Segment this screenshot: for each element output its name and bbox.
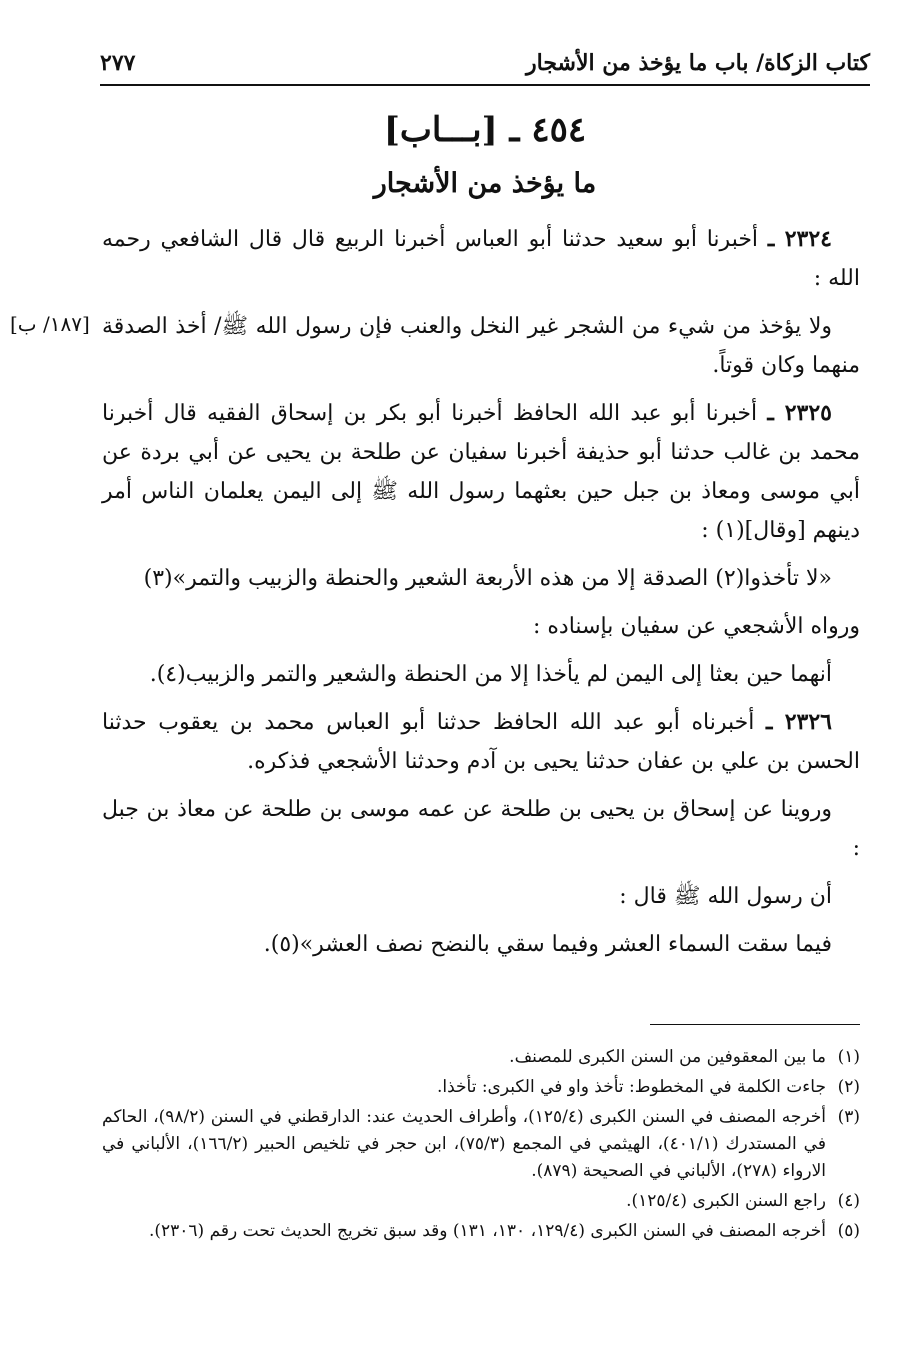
hadith-number: ٢٣٢٤ ـ <box>767 226 832 252</box>
footnote-text: أخرجه المصنف في السنن الكبرى (١٢٩/٤، ١٣٠، ١٣١) وقد سبق تخريج الحديث تحت رقم (٢٣٠٦). <box>148 1221 826 1241</box>
footnote-text: ما بين المعقوفين من السنن الكبرى للمصنف. <box>509 1047 826 1067</box>
footnote-text: أخرجه المصنف في السنن الكبرى (١٢٥/٤)، وأطراف الحديث عند: الدارقطني في السنن (٩٨/٢)، الحاكم في المستدرك (٤٠١/١)، الهيثمي في المجمع (٧٥/٣)، ابن حجر في تلخيص الحبير (١٦٦/٢)، الألباني في الارواء (٢٧٨)، الألباني في الصحيحة (٨٧٩). <box>102 1107 826 1181</box>
footnote-number: (٥) <box>837 1221 860 1241</box>
footnote-number: (٤) <box>837 1191 860 1211</box>
footnote <box>102 1218 860 1245</box>
text-paragraph <box>102 877 860 916</box>
text-paragraph <box>102 925 860 964</box>
footnote-separator <box>650 1024 860 1025</box>
paragraph-text: أخبرنا أبو عبد الله الحافظ أخبرنا أبو بكر بن إسحاق الفقيه قال أخبرنا محمد بن غالب حدثنا أبو حذيفة أخبرنا سفيان عن طلحة بن يحيى عن أبي بردة عن أبي موسى ومعاذ بن جبل حين بعثهما رسول الله ﷺ إلى اليمن يعلمان الناس أمر دينهم [وقال](١) : <box>102 401 860 543</box>
paragraph-text: أخبرناه أبو عبد الله الحافظ حدثنا أبو العباس محمد بن يعقوب حدثنا الحسن بن علي بن عفان حدثنا يحيى بن آدم وحدثنا الأشجعي فذكره. <box>102 710 860 774</box>
paragraph-text: أن رسول الله ﷺ قال : <box>619 884 832 909</box>
text-paragraph <box>102 655 860 694</box>
hadith-paragraph <box>102 703 860 781</box>
paragraph-text: فيما سقت السماء العشر وفيما سقي بالنضح نصف العشر»(٥). <box>263 932 832 957</box>
footnote <box>102 1104 860 1185</box>
page-number: ٢٧٧ <box>100 50 136 76</box>
paragraph-text: «لا تأخذوا(٢) الصدقة إلا من هذه الأربعة الشعير والحنطة والزبيب والتمر»(٣) <box>143 566 832 591</box>
paragraph-text: ورواه الأشجعي عن سفيان بإسناده : <box>533 614 860 639</box>
footnote-number: (١) <box>837 1047 860 1067</box>
footnote <box>102 1044 860 1071</box>
footnote <box>102 1188 860 1215</box>
footnote-text: جاءت الكلمة في المخطوط: تأخذ واو في الكبرى: تأخذا. <box>436 1077 826 1097</box>
page-header <box>100 44 870 86</box>
text-paragraph <box>102 790 860 868</box>
footnote-number: (٢) <box>837 1077 860 1097</box>
footnote-number: (٣) <box>837 1107 860 1127</box>
hadith-paragraph <box>102 394 860 550</box>
text-paragraph <box>102 307 860 385</box>
paragraph-text: ولا يؤخذ من شيء من الشجر غير النخل والعنب فإن رسول الله ﷺ/ أخذ الصدقة منهما وكان قوتاً. <box>102 314 860 378</box>
hadith-number: ٢٣٢٥ ـ <box>767 400 832 426</box>
paragraph-text: أخبرنا أبو سعيد حدثنا أبو العباس أخبرنا الربيع قال قال الشافعي رحمه الله : <box>102 227 860 291</box>
chapter-heading: ٤٥٤ ـ [بـــاب] <box>383 110 587 150</box>
running-title: كتاب الزكاة/ باب ما يؤخذ من الأشجار <box>526 50 870 76</box>
footnotes <box>102 1044 860 1248</box>
hadith-paragraph <box>102 220 860 298</box>
text-paragraph <box>102 607 860 646</box>
footnote-text: راجع السنن الكبرى (١٢٥/٤). <box>626 1191 826 1211</box>
footnote <box>102 1074 860 1101</box>
hadith-number: ٢٣٢٦ ـ <box>765 709 832 735</box>
paragraph-text: وروينا عن إسحاق بن يحيى بن طلحة عن عمه موسى بن طلحة عن معاذ بن جبل : <box>102 797 860 861</box>
paragraph-text: أنهما حين بعثا إلى اليمن لم يأخذا إلا من الحنطة والشعير والتمر والزبيب(٤). <box>149 662 832 687</box>
margin-folio-reference: [١٨٧/ ب] <box>10 312 90 336</box>
chapter-subtitle: ما يؤخذ من الأشجار <box>373 168 597 199</box>
text-paragraph <box>102 559 860 598</box>
main-text <box>102 220 860 973</box>
